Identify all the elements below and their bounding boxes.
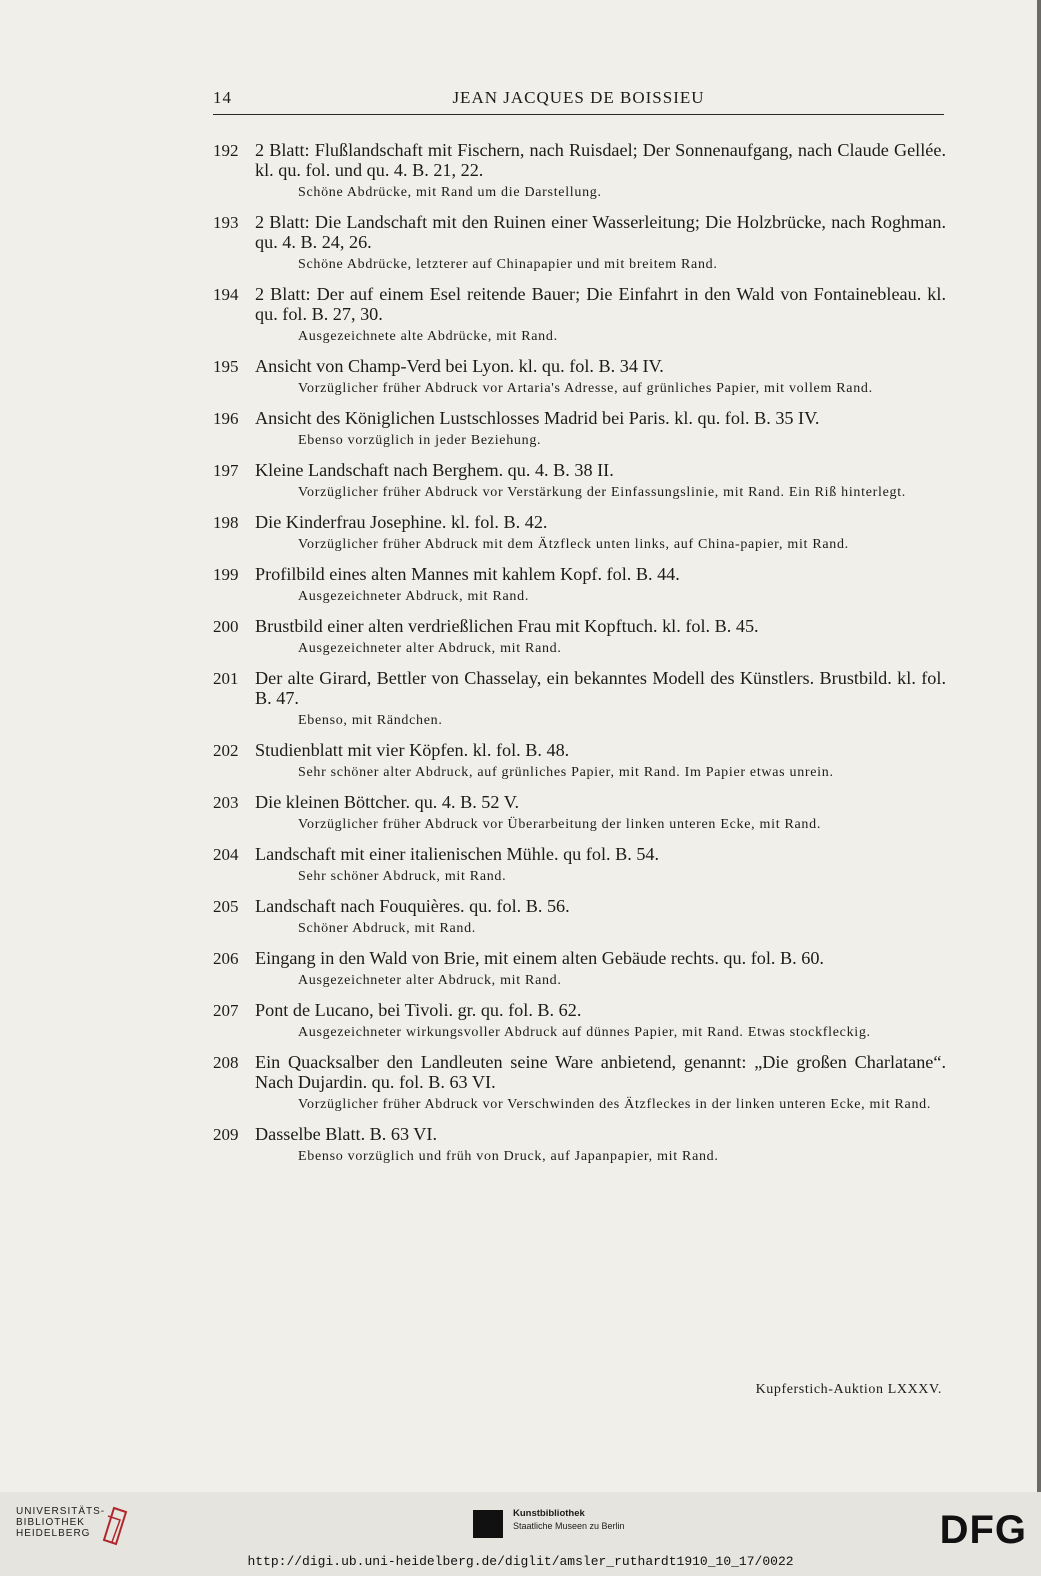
catalog-entry [213,356,946,398]
entry-number: 206 [213,949,239,968]
entry-note: Vorzüglicher früher Abdruck vor Verstärkung der Einfassungslinie, mit Rand. Ein Riß hinterlegt. [298,485,906,500]
entry-number: 202 [213,741,239,760]
entry-number: 203 [213,793,239,812]
entry-number: 204 [213,845,239,864]
entry-number: 197 [213,461,239,480]
entry-note: Vorzüglicher früher Abdruck vor Artaria's Adresse, auf grünliches Papier, mit vollem Rand. [298,381,873,396]
entry-title: Der alte Girard, Bettler von Chasselay, ein bekanntes Modell des Künstlers. Brustbild. kl. fol. B. 47. [255,668,946,708]
entry-note: Vorzüglicher früher Abdruck vor Verschwinden des Ätzfleckes in der linken unteren Ecke, mit Rand. [298,1097,932,1112]
entry-number: 200 [213,617,239,636]
entry-title: Ein Quacksalber den Landleuten seine Ware anbietend, genannt: „Die großen Charlatane“. Nach Dujardin. qu. fol. B. 63 VI. [255,1052,946,1092]
entry-note: Ausgezeichneter Abdruck, mit Rand. [298,589,530,604]
catalog-entry [213,1052,946,1114]
entry-note: Ausgezeichneter alter Abdruck, mit Rand. [298,973,562,988]
page-header [213,84,944,115]
page-number: 14 [213,88,232,107]
catalog-entry [213,512,946,554]
catalog-entry [213,140,946,202]
entry-note: Ebenso vorzüglich in jeder Beziehung. [298,433,542,448]
entry-note: Ebenso vorzüglich und früh von Druck, auf Japanpapier, mit Rand. [298,1149,719,1164]
entry-number: 207 [213,1001,239,1020]
entry-title: Pont de Lucano, bei Tivoli. gr. qu. fol. B. 62. [255,1000,582,1020]
entry-title: Dasselbe Blatt. B. 63 VI. [255,1124,438,1144]
permalink-url[interactable]: http://digi.ub.uni-heidelberg.de/diglit/amsler_ruthardt1910_10_17/0022 [247,1554,794,1569]
entry-title: Landschaft nach Fouquières. qu. fol. B. 56. [255,896,570,916]
catalog-entry [213,564,946,606]
entry-title: Kleine Landschaft nach Berghem. qu. 4. B. 38 II. [255,460,614,480]
kb-title: Kunstbibliothek [513,1508,585,1519]
entry-title: 2 Blatt: Flußlandschaft mit Fischern, nach Ruisdael; Der Sonnenaufgang, nach Claude Gellée. kl. qu. fol. und qu. 4. B. 21, 22. [255,140,946,180]
dfg-logo[interactable]: DFG [939,1508,1027,1552]
entry-number: 195 [213,357,239,376]
catalog-entry [213,1000,946,1042]
page-edge [1037,0,1041,1492]
entry-note: Sehr schöner Abdruck, mit Rand. [298,869,507,884]
entry-note: Ebenso, mit Rändchen. [298,713,443,728]
kunstbibliothek-label [513,1508,625,1532]
entry-number: 205 [213,897,239,916]
catalog-entry [213,948,946,990]
entry-note: Ausgezeichneter alter Abdruck, mit Rand. [298,641,562,656]
catalog-entry [213,792,946,834]
ub-heidelberg-logo[interactable] [16,1506,105,1539]
catalog-entry [213,1124,946,1166]
entry-title: Eingang in den Wald von Brie, mit einem alten Gebäude rechts. qu. fol. B. 60. [255,948,824,968]
entry-title: Die kleinen Böttcher. qu. 4. B. 52 V. [255,792,520,812]
catalog-entry [213,408,946,450]
catalog-footer: Kupferstich-Auktion LXXXV. [755,1382,942,1397]
entry-number: 209 [213,1125,239,1144]
entry-note: Schöner Abdruck, mit Rand. [298,921,477,936]
entry-title: 2 Blatt: Die Landschaft mit den Ruinen einer Wasserleitung; Die Holzbrücke, nach Roghman. qu. 4. B. 24, 26. [255,212,946,252]
entry-note: Schöne Abdrücke, letzterer auf Chinapapier und mit breitem Rand. [298,257,718,272]
entry-number: 199 [213,565,239,584]
entry-title: Profilbild eines alten Mannes mit kahlem Kopf. fol. B. 44. [255,564,680,584]
catalog-entry [213,844,946,886]
entry-note: Schöne Abdrücke, mit Rand um die Darstellung. [298,185,602,200]
ub-logo-line: HEIDELBERG [16,1528,91,1539]
entry-title: Studienblatt mit vier Köpfen. kl. fol. B. 48. [255,740,570,760]
catalog-entry [213,616,946,658]
catalog-entry [213,896,946,938]
catalog-entry [213,460,946,502]
ub-logo-line: BIBLIOTHEK [16,1517,85,1528]
kb-subtitle: Staatliche Museen zu Berlin [513,1521,625,1531]
entry-title: 2 Blatt: Der auf einem Esel reitende Bauer; Die Einfahrt in den Wald von Fontainebleau. kl. qu. fol. B. 27, 30. [255,284,946,324]
entry-title: Brustbild einer alten verdrießlichen Frau mit Kopftuch. kl. fol. B. 45. [255,616,759,636]
catalog-entry [213,284,946,346]
catalog-entry [213,668,946,730]
catalog-entry [213,212,946,274]
catalog-entry [213,740,946,782]
entry-note: Sehr schöner alter Abdruck, auf grünliches Papier, mit Rand. Im Papier etwas unrein. [298,765,834,780]
entry-number: 201 [213,669,239,688]
kunstbibliothek-logo-icon[interactable] [473,1510,503,1538]
entry-number: 193 [213,213,239,232]
entry-number: 196 [213,409,239,428]
entry-number: 198 [213,513,239,532]
entry-note: Ausgezeichnete alte Abdrücke, mit Rand. [298,329,558,344]
entry-note: Vorzüglicher früher Abdruck vor Überarbeitung der linken unteren Ecke, mit Rand. [298,817,822,832]
entry-note: Ausgezeichneter wirkungsvoller Abdruck auf dünnes Papier, mit Rand. Etwas stockfleckig. [298,1025,871,1040]
entry-note: Vorzüglicher früher Abdruck mit dem Ätzfleck unten links, auf China-papier, mit Rand. [298,537,849,552]
ub-book-icon [94,1506,128,1546]
entry-number: 192 [213,141,239,160]
catalog-entries [213,140,946,1176]
entry-title: Die Kinderfrau Josephine. kl. fol. B. 42. [255,512,548,532]
viewer-footer [0,1492,1041,1576]
running-head: JEAN JACQUES DE BOISSIEU [452,88,705,107]
entry-title: Ansicht des Königlichen Lustschlosses Madrid bei Paris. kl. qu. fol. B. 35 IV. [255,408,820,428]
entry-number: 194 [213,285,239,304]
entry-number: 208 [213,1053,239,1072]
entry-title: Ansicht von Champ-Verd bei Lyon. kl. qu. fol. B. 34 IV. [255,356,664,376]
ub-logo-line: UNIVERSITÄTS- [16,1506,106,1517]
entry-title: Landschaft mit einer italienischen Mühle. qu fol. B. 54. [255,844,660,864]
